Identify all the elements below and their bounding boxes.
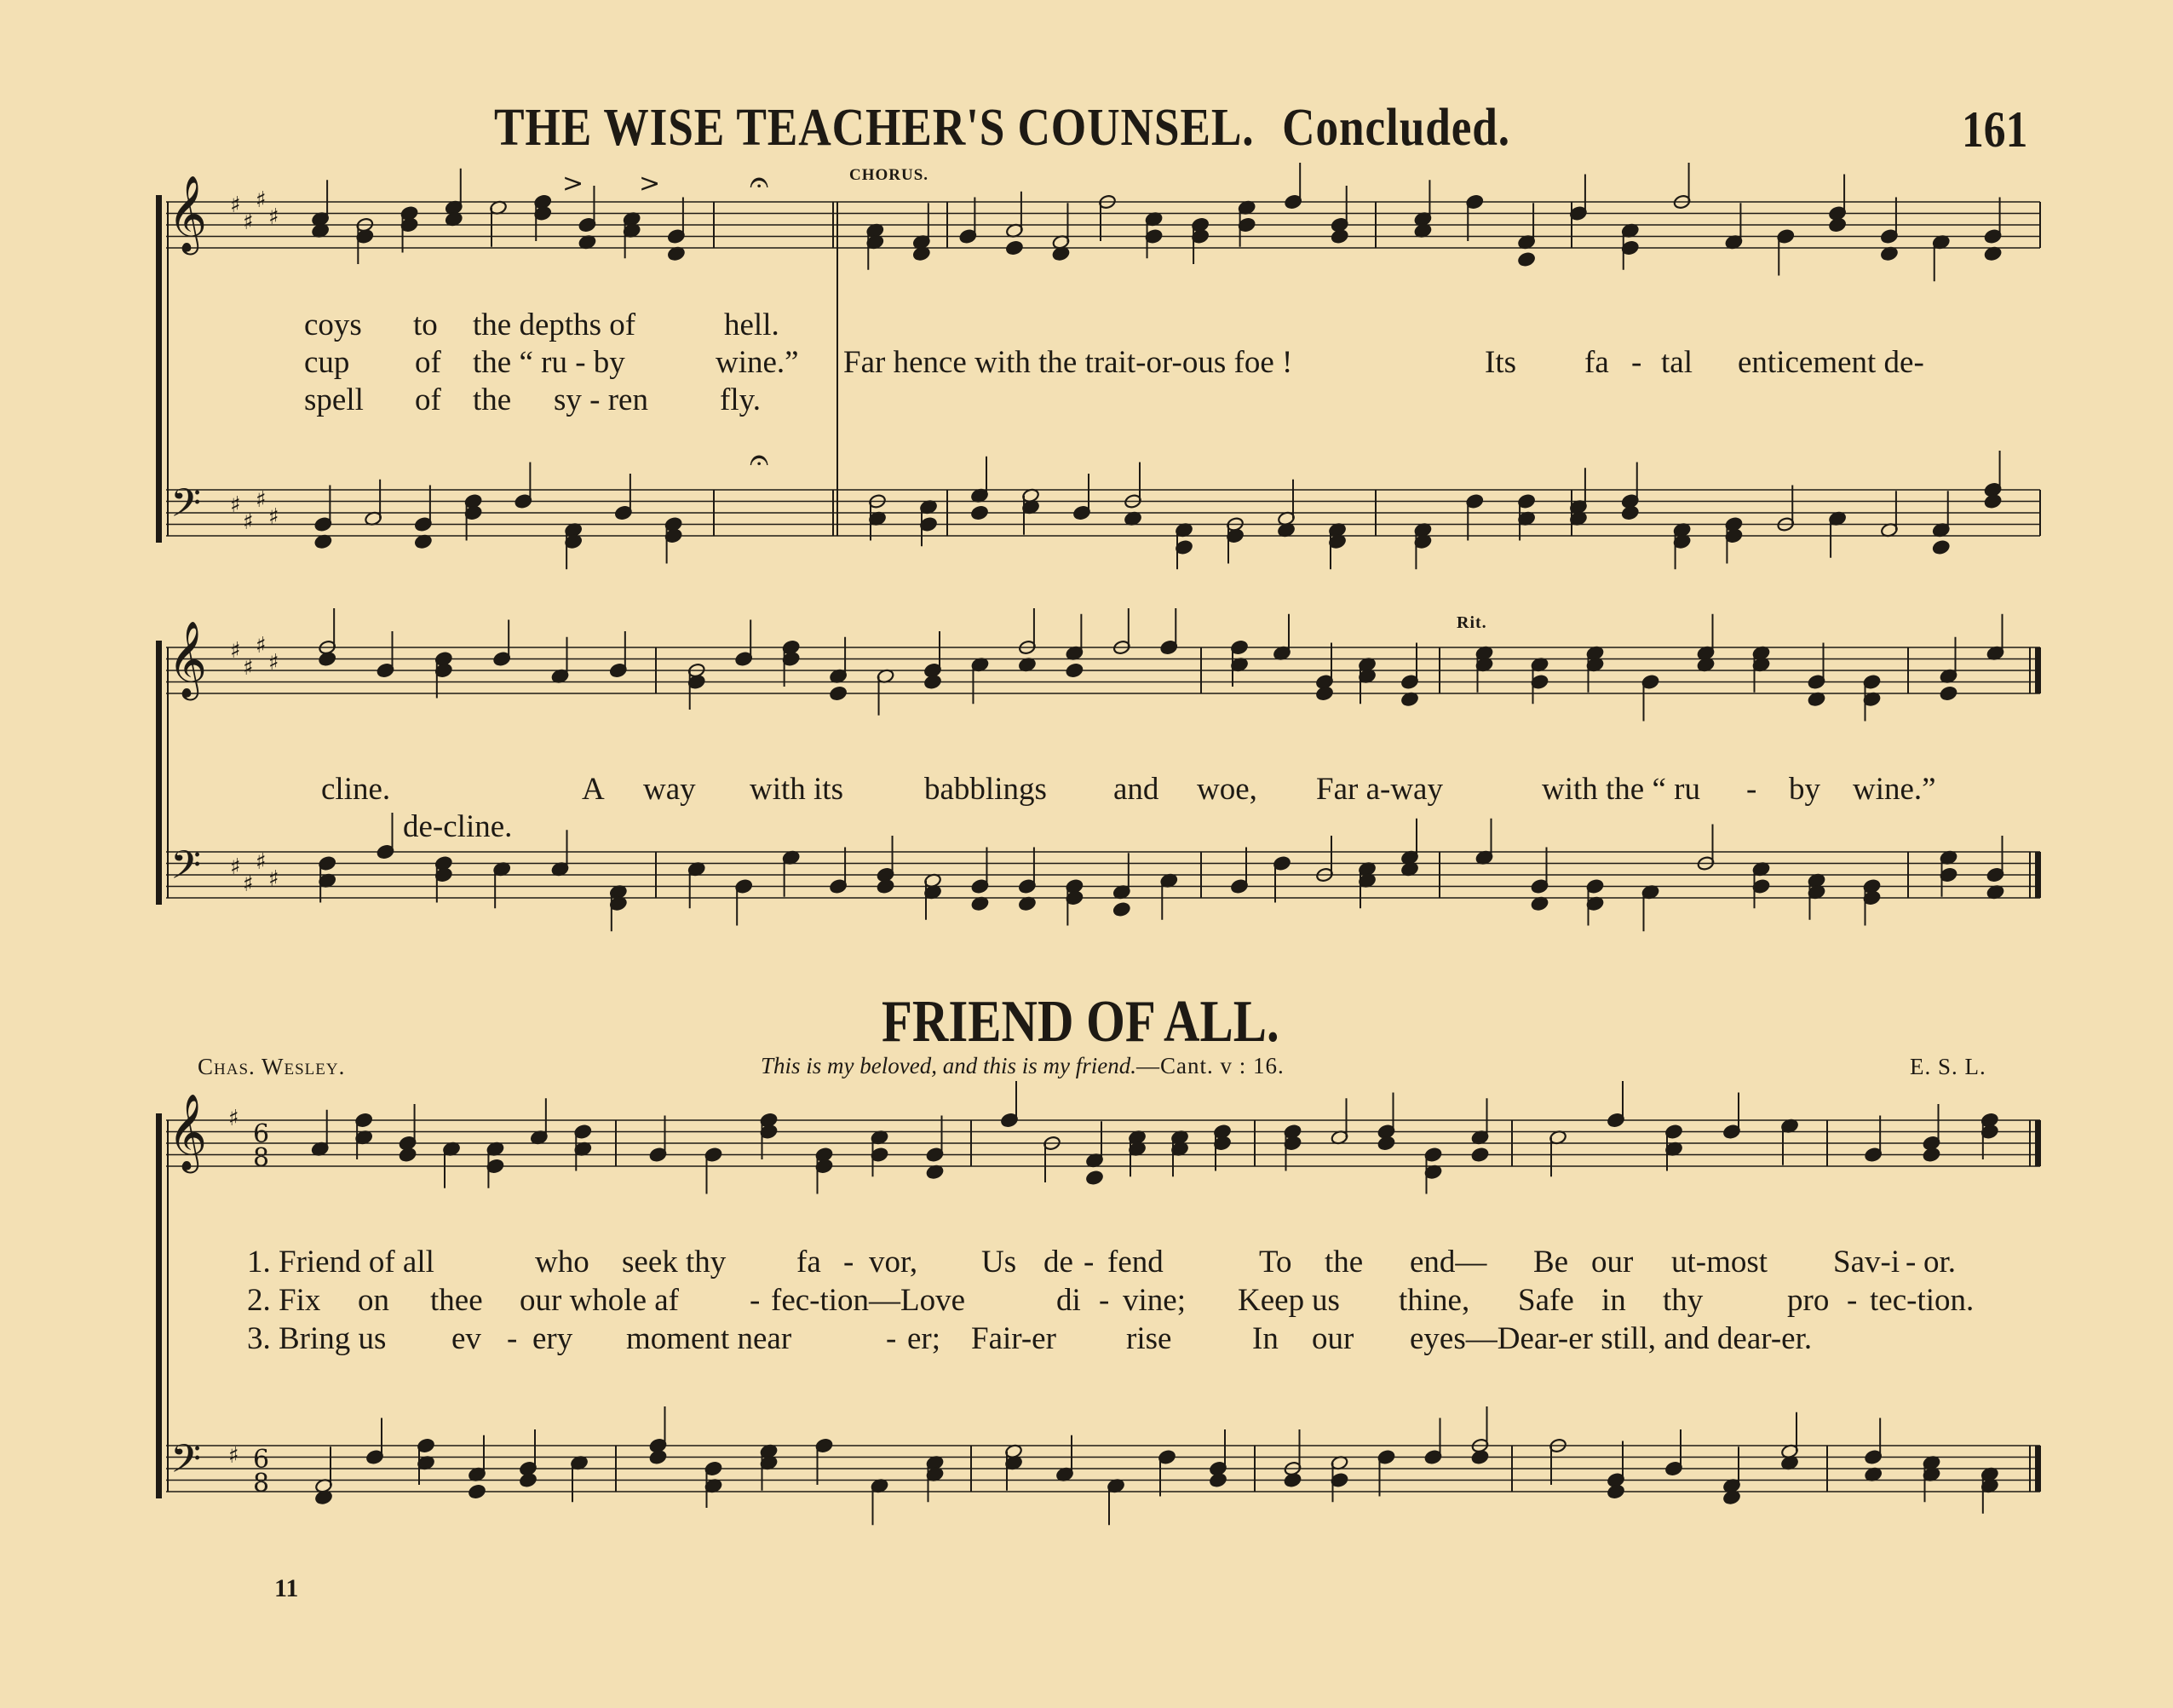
lyric-word: the “ ru - by — [473, 345, 625, 380]
lyric-word: vine; — [1123, 1283, 1186, 1318]
lyric-word: end— — [1410, 1245, 1487, 1280]
lyric-word: with the “ ru — [1542, 772, 1700, 807]
lyric-word: fend — [1107, 1245, 1164, 1280]
lyric-word: thee — [430, 1283, 483, 1318]
page-number: 161 — [1962, 101, 2028, 158]
lyric-word: babblings — [924, 772, 1047, 807]
accent-icon: > — [639, 169, 661, 198]
note-head — [1377, 1136, 1395, 1151]
lyric-word: - — [1847, 1283, 1858, 1318]
lyric-word: wine.” — [1853, 772, 1936, 807]
final-barline — [2035, 647, 2041, 693]
note-head — [1066, 663, 1084, 678]
lyric-word: our — [1312, 1321, 1354, 1356]
lyric-word: woe, — [1197, 772, 1257, 807]
sharp-icon: ♯ — [243, 655, 254, 681]
note-head — [1085, 1170, 1103, 1185]
lyric-word: Far a-way — [1316, 772, 1443, 807]
lyric-word: - — [1906, 1245, 1917, 1280]
sharp-icon: ♯ — [256, 187, 267, 213]
lyric-word: ut-most — [1671, 1245, 1768, 1280]
lyric-word: 2. Fix — [247, 1283, 321, 1318]
lyric-word: fly. — [720, 382, 761, 417]
note-head — [1984, 493, 2002, 509]
composer-credit: E. S. L. — [1910, 1054, 1986, 1079]
treble-clef-icon: 𝄞 — [168, 1094, 208, 1170]
lyric-word: - — [886, 1321, 897, 1356]
note-head — [519, 1472, 537, 1487]
sharp-icon: ♯ — [243, 210, 254, 235]
lyric-word: - — [507, 1321, 518, 1356]
ritardando-label: Rit. — [1457, 613, 1487, 632]
lyric-word: who — [535, 1245, 589, 1280]
sharp-icon: ♯ — [230, 854, 241, 880]
note-head — [877, 878, 894, 894]
note-head — [318, 651, 336, 666]
lyric-word: vor, — [869, 1245, 918, 1280]
sharp-icon: ♯ — [230, 638, 241, 664]
note-head — [1471, 1147, 1489, 1162]
lyric-word: and — [1113, 772, 1159, 807]
lyric-word: - — [843, 1245, 854, 1280]
system-brace — [156, 1113, 162, 1498]
note-head — [1112, 901, 1130, 917]
lyric-word: thy — [1663, 1283, 1704, 1318]
song-subtitle: Concluded. — [1282, 99, 1510, 157]
lyric-word: ev — [451, 1321, 481, 1356]
lyric-word: the — [473, 382, 512, 417]
author-credit: Chas. Wesley. — [198, 1054, 346, 1079]
lyric-word: de — [1043, 1245, 1073, 1280]
lyric-word: 1. Friend of all — [247, 1245, 434, 1280]
lyric-word: sy - ren — [554, 382, 648, 417]
lyric-word: by — [1789, 772, 1820, 807]
note-head — [1517, 251, 1535, 267]
chorus-label: CHORUS. — [849, 166, 929, 184]
time-signature-icon: 8 — [253, 1469, 270, 1498]
note-head — [1005, 240, 1023, 256]
song-title: THE WISE TEACHER'S COUNSEL. — [494, 99, 1255, 157]
bass-clef-icon: 𝄢 — [170, 480, 202, 536]
note-head — [1209, 1472, 1227, 1487]
lyric-word: spell — [304, 382, 364, 417]
note-head — [1932, 539, 1950, 555]
note-head — [1940, 686, 1957, 701]
lyric-word: Us — [981, 1245, 1017, 1280]
final-barline — [2035, 852, 2041, 898]
time-signature-icon: 6 — [253, 1445, 270, 1475]
lyric-word: de-cline. — [403, 809, 513, 844]
lyric-word: on — [358, 1283, 389, 1318]
lyric-word: thine, — [1399, 1283, 1470, 1318]
lyric-word: - — [1084, 1245, 1095, 1280]
time-signature-icon: 6 — [253, 1119, 270, 1149]
note-head — [923, 674, 941, 689]
lyric-word: hell. — [724, 308, 779, 342]
epigraph-text: This is my beloved, and this is my friend. — [761, 1053, 1136, 1078]
lyric-word: - — [1746, 772, 1757, 807]
final-barline — [2035, 1446, 2041, 1492]
sharp-icon: ♯ — [243, 509, 254, 535]
note-head — [970, 505, 988, 520]
note-head — [829, 686, 847, 701]
note-head — [468, 1484, 486, 1499]
bass-clef-icon: 𝄢 — [170, 842, 202, 898]
lyric-word: - — [750, 1283, 761, 1318]
note-head — [1284, 1472, 1302, 1487]
lyric-word: fec-tion—Love — [771, 1283, 966, 1318]
lyric-word: to — [413, 308, 438, 342]
lyric-word: in — [1601, 1283, 1626, 1318]
lyric-word: of — [415, 382, 441, 417]
final-barline — [2035, 1120, 2041, 1166]
time-signature-icon: 8 — [253, 1143, 270, 1173]
sharp-icon: ♯ — [228, 1443, 239, 1469]
lyric-word: seek thy — [622, 1245, 727, 1280]
note-head — [1828, 217, 1846, 233]
sharp-icon: ♯ — [230, 193, 241, 218]
sharp-icon: ♯ — [228, 1106, 239, 1131]
lyric-word: the — [1325, 1245, 1364, 1280]
lyric-word: rise — [1126, 1321, 1172, 1356]
lyric-word: moment near — [626, 1321, 792, 1356]
sharp-icon: ♯ — [268, 866, 279, 892]
system-brace — [156, 195, 162, 543]
lyric-word: Its — [1485, 345, 1516, 380]
epigraph — [761, 1053, 1285, 1079]
lyric-word: our — [1591, 1245, 1634, 1280]
treble-clef-icon: 𝄞 — [168, 175, 208, 252]
sharp-icon: ♯ — [268, 650, 279, 676]
lyric-word: fa — [796, 1245, 821, 1280]
lyric-word: way — [643, 772, 696, 807]
lyric-word: Far hence with the trait-or-ous foe ! — [843, 345, 1293, 380]
lyric-word: Safe — [1518, 1283, 1574, 1318]
sharp-icon: ♯ — [243, 871, 254, 897]
lyric-word: 3. Bring us — [247, 1321, 387, 1356]
lyric-word: A — [582, 772, 605, 807]
lyric-word: with its — [750, 772, 843, 807]
sharp-icon: ♯ — [256, 633, 267, 658]
lyric-word: eyes—Dear-er still, and dear-er. — [1410, 1321, 1813, 1356]
epigraph-reference: —Cant. v : 16. — [1135, 1053, 1285, 1078]
lyric-word: ery — [532, 1321, 573, 1356]
bass-clef-icon: 𝄢 — [170, 1436, 202, 1492]
lyric-word: cline. — [321, 772, 391, 807]
signature-mark: 11 — [274, 1574, 299, 1602]
sharp-icon: ♯ — [256, 487, 267, 513]
note-head — [1315, 686, 1333, 701]
lyric-word: di — [1056, 1283, 1081, 1318]
section-title: FRIEND OF ALL. — [882, 989, 1279, 1055]
lyric-word: of — [415, 345, 441, 380]
note-head — [1607, 1484, 1624, 1499]
lyric-word: cup — [304, 345, 350, 380]
note-head — [1621, 505, 1639, 520]
note-head — [399, 1147, 417, 1162]
lyric-word: tec-tion. — [1870, 1283, 1975, 1318]
lyric-word: To — [1259, 1245, 1292, 1280]
lyric-word: wine.” — [716, 345, 799, 380]
system-brace — [156, 641, 162, 905]
lyric-word: our whole af — [520, 1283, 679, 1318]
lyric-word: tal — [1661, 345, 1693, 380]
sharp-icon: ♯ — [268, 504, 279, 530]
sharp-icon: ♯ — [256, 849, 267, 875]
fermata-icon: 𝄐 — [750, 440, 769, 480]
lyric-word: us — [1312, 1283, 1340, 1318]
fermata-icon: 𝄐 — [750, 163, 769, 202]
note-head — [1471, 1449, 1489, 1464]
lyric-word: or. — [1923, 1245, 1957, 1280]
lyric-word: - — [1631, 345, 1642, 380]
lyric-word: er; — [907, 1321, 941, 1356]
note-head — [1331, 228, 1348, 244]
lyric-word: Be — [1533, 1245, 1569, 1280]
lyric-word: coys — [304, 308, 362, 342]
lyric-word: Keep — [1238, 1283, 1305, 1318]
treble-clef-icon: 𝄞 — [168, 621, 208, 698]
lyric-word: Sav-i — [1833, 1245, 1900, 1280]
note-head — [1923, 1147, 1940, 1162]
lyric-word: In — [1252, 1321, 1279, 1356]
lyric-word: the depths of — [473, 308, 636, 342]
lyric-word: - — [1099, 1283, 1110, 1318]
note-head — [649, 1449, 667, 1464]
lyric-word: Fair-er — [971, 1321, 1056, 1356]
accent-icon: > — [562, 169, 584, 198]
lyric-word: fa — [1584, 345, 1609, 380]
sharp-icon: ♯ — [268, 204, 279, 230]
sharp-icon: ♯ — [230, 492, 241, 518]
lyric-word: enticement de- — [1738, 345, 1924, 380]
lyric-word: pro — [1787, 1283, 1830, 1318]
